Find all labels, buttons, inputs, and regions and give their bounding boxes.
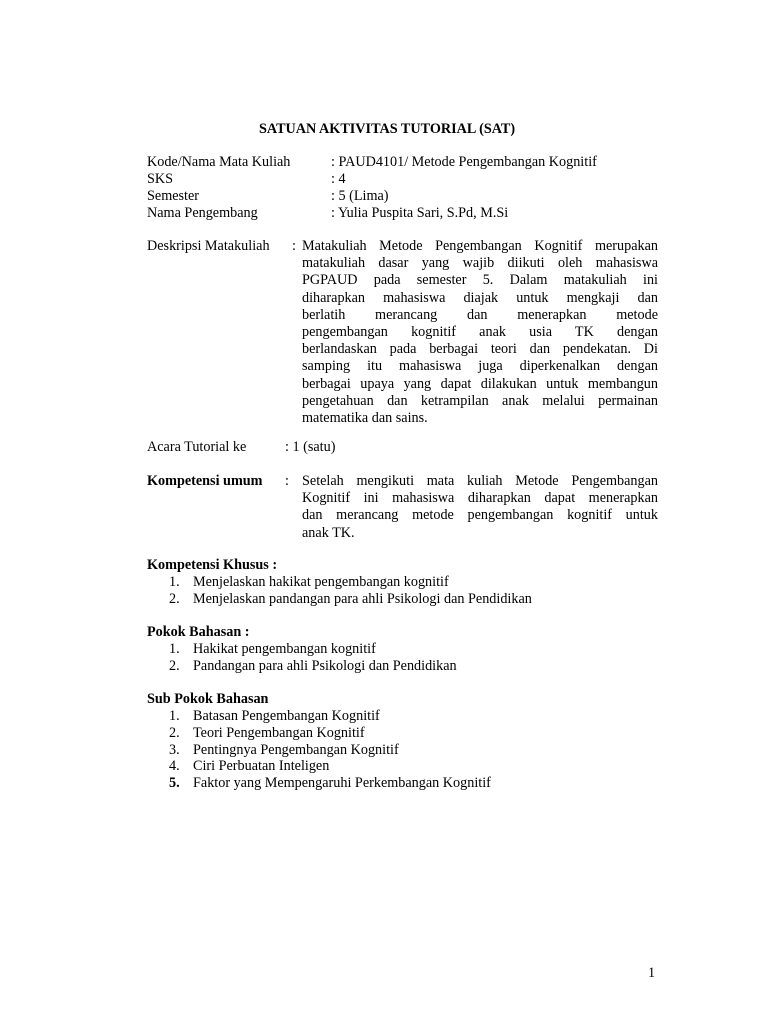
list-item-text: Menjelaskan pandangan para ahli Psikologi dan Pendidikan xyxy=(193,590,532,607)
deskripsi-line: pengembangan kognitif anak usia TK dengan xyxy=(302,324,658,341)
list-item xyxy=(169,641,457,658)
kompetensi-umum-line: dan merancang metode pengembangan kognitif untuk xyxy=(302,507,658,524)
list-item xyxy=(169,591,532,608)
deskripsi-line: matakuliah dasar yang wajib diikuti oleh mahasiswa xyxy=(302,255,658,272)
list-item xyxy=(169,775,491,792)
list-item xyxy=(169,574,532,591)
kompetensi-umum-label: Kompetensi umum xyxy=(147,473,263,489)
list-item-number: 3. xyxy=(169,741,180,758)
info-label-pengembang: Nama Pengembang xyxy=(147,205,258,221)
kompetensi-khusus-list xyxy=(169,574,532,608)
info-value-pengembang: : Yulia Puspita Sari, S.Pd, M.Si xyxy=(331,205,509,221)
list-item-text: Menjelaskan hakikat pengembangan kognitif xyxy=(193,574,449,590)
deskripsi-line: pengetahuan dan ketrampilan anak melalui permainan xyxy=(302,392,658,409)
deskripsi-line: berbagai upaya yang dapat dilakukan untuk membangun xyxy=(302,375,658,392)
page-number: 1 xyxy=(648,965,656,981)
list-item-text: Batasan Pengembangan Kognitif xyxy=(193,708,380,724)
list-item-number: 2. xyxy=(169,657,180,674)
acara-label: Acara Tutorial ke xyxy=(147,439,247,455)
kompetensi-khusus-heading: Kompetensi Khusus : xyxy=(147,557,278,573)
list-item-number: 4. xyxy=(169,758,180,775)
kompetensi-umum-line: anak TK. xyxy=(302,524,355,541)
list-item xyxy=(169,708,491,725)
list-item-text: Faktor yang Mempengaruhi Perkembangan Kognitif xyxy=(193,775,491,792)
kompetensi-umum-line: Setelah mengikuti mata kuliah Metode Pengembangan xyxy=(302,473,658,489)
pokok-bahasan-list xyxy=(169,641,457,675)
list-item-text: Pandangan para ahli Psikologi dan Pendidikan xyxy=(193,657,457,674)
kompetensi-umum-line: Kognitif ini mahasiswa diharapkan dapat menerapkan xyxy=(302,490,658,507)
deskripsi-text xyxy=(302,238,658,427)
list-item xyxy=(169,758,491,775)
list-item-number: 2. xyxy=(169,590,180,607)
kompetensi-umum-text xyxy=(302,473,658,542)
deskripsi-line: Matakuliah Metode Pengembangan Kognitif merupakan xyxy=(302,238,658,254)
info-value-sks: : 4 xyxy=(331,171,346,187)
info-label-semester: Semester xyxy=(147,188,200,204)
deskripsi-colon: : xyxy=(292,238,296,254)
deskripsi-line: berlatih merancang dan menerapkan metode xyxy=(302,306,658,323)
sub-pokok-bahasan-heading: Sub Pokok Bahasan xyxy=(147,691,269,707)
info-value-semester: : 5 (Lima) xyxy=(331,188,389,204)
deskripsi-line: berlandaskan pada berbagai teori dan pendekatan. Di xyxy=(302,341,658,358)
list-item-number: 1. xyxy=(169,574,180,590)
document-title: SATUAN AKTIVITAS TUTORIAL (SAT) xyxy=(259,121,516,137)
list-item-text: Teori Pengembangan Kognitif xyxy=(193,724,365,741)
list-item-number: 1. xyxy=(169,708,180,724)
list-item xyxy=(169,725,491,742)
list-item-number: 1. xyxy=(169,641,180,657)
info-label-kode: Kode/Nama Mata Kuliah xyxy=(147,154,291,170)
deskripsi-line: matematika dan sains. xyxy=(302,410,428,427)
kompetensi-umum-colon: : xyxy=(285,473,289,489)
acara-value: : 1 (satu) xyxy=(285,439,336,455)
list-item xyxy=(169,658,457,675)
list-item-text: Hakikat pengembangan kognitif xyxy=(193,641,376,657)
info-label-sks: SKS xyxy=(147,171,174,187)
list-item-number: 5. xyxy=(169,775,180,792)
sub-pokok-bahasan-list xyxy=(169,708,491,792)
list-item-text: Ciri Perbuatan Inteligen xyxy=(193,758,330,775)
deskripsi-line: diharapkan mahasiswa diajak untuk mengkaji dan xyxy=(302,289,658,306)
deskripsi-line: PGPAUD pada semester 5. Dalam matakuliah ini xyxy=(302,272,658,289)
list-item-text: Pentingnya Pengembangan Kognitif xyxy=(193,741,399,758)
deskripsi-line: samping itu mahasiswa juga diperkenalkan dengan xyxy=(302,358,658,375)
deskripsi-label: Deskripsi Matakuliah xyxy=(147,238,270,254)
pokok-bahasan-heading: Pokok Bahasan : xyxy=(147,624,250,640)
list-item-number: 2. xyxy=(169,724,180,741)
list-item xyxy=(169,742,491,759)
info-value-kode: : PAUD4101/ Metode Pengembangan Kognitif xyxy=(331,154,597,170)
